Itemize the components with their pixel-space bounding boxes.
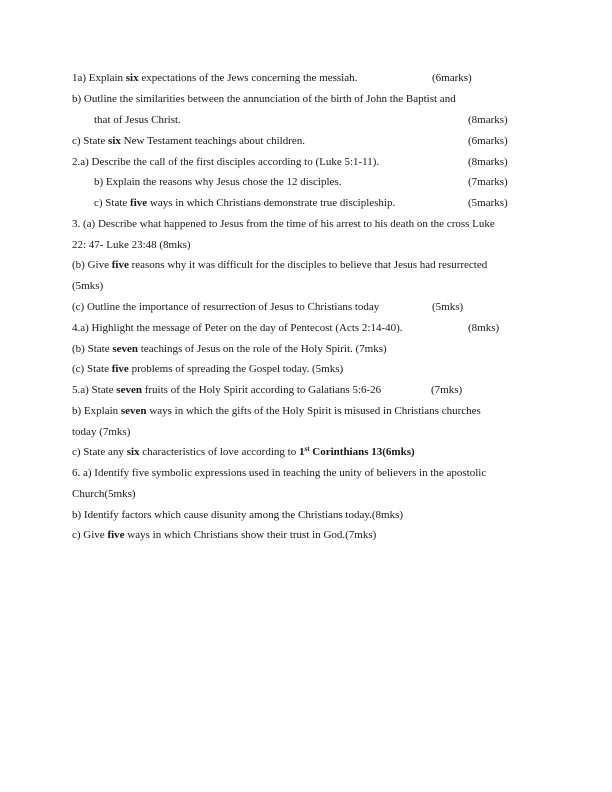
question-text: New Testament teachings about children. xyxy=(120,135,306,147)
question-text: ways in which Christians demonstrate true discipleship. xyxy=(147,197,396,209)
question-line-q1a xyxy=(72,72,357,85)
question-text: b) Identify factors which cause disunity among the Christians today.(8mks) xyxy=(72,509,404,521)
question-line-q6c xyxy=(72,529,376,542)
question-text: (b) Give xyxy=(72,259,112,271)
question-text: b) Outline the similarities between the annunciation of the birth of John the Baptist and xyxy=(72,93,456,105)
question-line-q5b xyxy=(72,405,481,418)
question-line-q3c xyxy=(72,301,379,314)
question-text: 3. (a) Describe what happened to Jesus from the time of his arrest to his death on the cross Luke xyxy=(72,218,495,230)
marks-label: (7mks) xyxy=(431,384,463,396)
question-text: today (7mks) xyxy=(72,426,131,438)
question-text: teachings of Jesus on the role of the Holy Spirit. (7mks) xyxy=(138,343,387,355)
question-line-q5a xyxy=(72,384,381,397)
question-text: 6. a) Identify five symbolic expressions used in teaching the unity of believers in the apostolic xyxy=(72,467,487,479)
question-text: (c) State xyxy=(72,363,112,375)
marks-label: (5mks) xyxy=(432,301,464,313)
question-text: characteristics of love according to xyxy=(139,446,299,458)
question-text: 1a) Explain xyxy=(72,72,126,84)
question-line-q1b xyxy=(72,93,456,106)
question-line-q2a xyxy=(72,156,379,169)
question-text: 2.a) Describe the call of the first disciples according to (Luke 5:1-11). xyxy=(72,156,380,168)
emphasis-text: five xyxy=(111,259,129,271)
question-text: st xyxy=(304,445,310,453)
question-text: ways in which Christians show their trust in God.(7mks) xyxy=(124,529,377,541)
question-text: c) State xyxy=(72,135,109,147)
question-line-q4b xyxy=(72,343,387,356)
marks-label: (8marks) xyxy=(468,156,508,168)
question-text: problems of spreading the Gospel today. (5mks) xyxy=(128,363,344,375)
emphasis-text: six xyxy=(125,72,139,84)
marks-label: (5marks) xyxy=(468,197,508,209)
question-text: 4.a) Highlight the message of Peter on the day of Pentecost (Acts 2:14-40). xyxy=(72,322,403,334)
question-line-q4a xyxy=(72,322,403,335)
question-text: c) State any xyxy=(72,446,127,458)
question-line-q2c xyxy=(94,197,395,210)
question-text: b) Explain the reasons why Jesus chose the 12 disciples. xyxy=(94,176,342,188)
question-line-q3a-cont xyxy=(72,239,191,252)
question-line-q5b-cont xyxy=(72,426,130,439)
question-line-q6a xyxy=(72,467,486,480)
question-text: c) State xyxy=(94,197,131,209)
emphasis-text: five xyxy=(130,197,148,209)
question-text: (b) State xyxy=(72,343,113,355)
emphasis-text: seven xyxy=(120,405,147,417)
marks-label: (7marks) xyxy=(468,176,508,188)
marks-label: (8mks) xyxy=(468,322,500,334)
marks-label: (6marks) xyxy=(432,72,472,84)
marks-label: (8marks) xyxy=(468,114,508,126)
question-text: 22: 47- Luke 23:48 (8mks) xyxy=(72,239,191,251)
emphasis-text: seven xyxy=(112,343,138,355)
question-text: c) Give xyxy=(72,529,108,541)
emphasis-text: seven xyxy=(116,384,142,396)
question-text: (5mks) xyxy=(72,280,104,292)
emphasis-text: five xyxy=(107,529,125,541)
question-text: expectations of the Jews concerning the messiah. xyxy=(138,72,358,84)
question-line-q3b-cont xyxy=(72,280,103,293)
emphasis-text: six xyxy=(108,135,121,147)
question-line-q6a-cont xyxy=(72,488,136,501)
question-line-q4c xyxy=(72,363,343,376)
emphasis-text: Corinthians 13(6mks) xyxy=(309,446,415,458)
question-line-q1b-cont xyxy=(94,114,181,127)
question-text: 5.a) State xyxy=(72,384,117,396)
question-line-q3a xyxy=(72,218,495,231)
emphasis-text: five xyxy=(111,363,129,375)
question-text: Church(5mks) xyxy=(72,488,136,500)
question-text: (c) Outline the importance of resurrection of Jesus to Christians today xyxy=(72,301,380,313)
question-line-q1c xyxy=(72,135,305,148)
question-text: reasons why it was difficult for the disciples to believe that Jesus had resurrected xyxy=(128,259,488,271)
question-line-q5c xyxy=(72,446,415,459)
question-text: ways in which the gifts of the Holy Spirit is misused in Christians churches xyxy=(146,405,481,417)
question-text: b) Explain xyxy=(72,405,121,417)
question-line-q6b xyxy=(72,509,403,522)
question-text: fruits of the Holy Spirit according to Galatians 5:6-26 xyxy=(141,384,382,396)
question-line-q2b xyxy=(94,176,341,189)
question-text: that of Jesus Christ. xyxy=(94,114,181,126)
emphasis-text: 1 xyxy=(298,446,305,458)
emphasis-text: six xyxy=(126,446,140,458)
question-line-q3b xyxy=(72,259,487,272)
marks-label: (6marks) xyxy=(468,135,508,147)
